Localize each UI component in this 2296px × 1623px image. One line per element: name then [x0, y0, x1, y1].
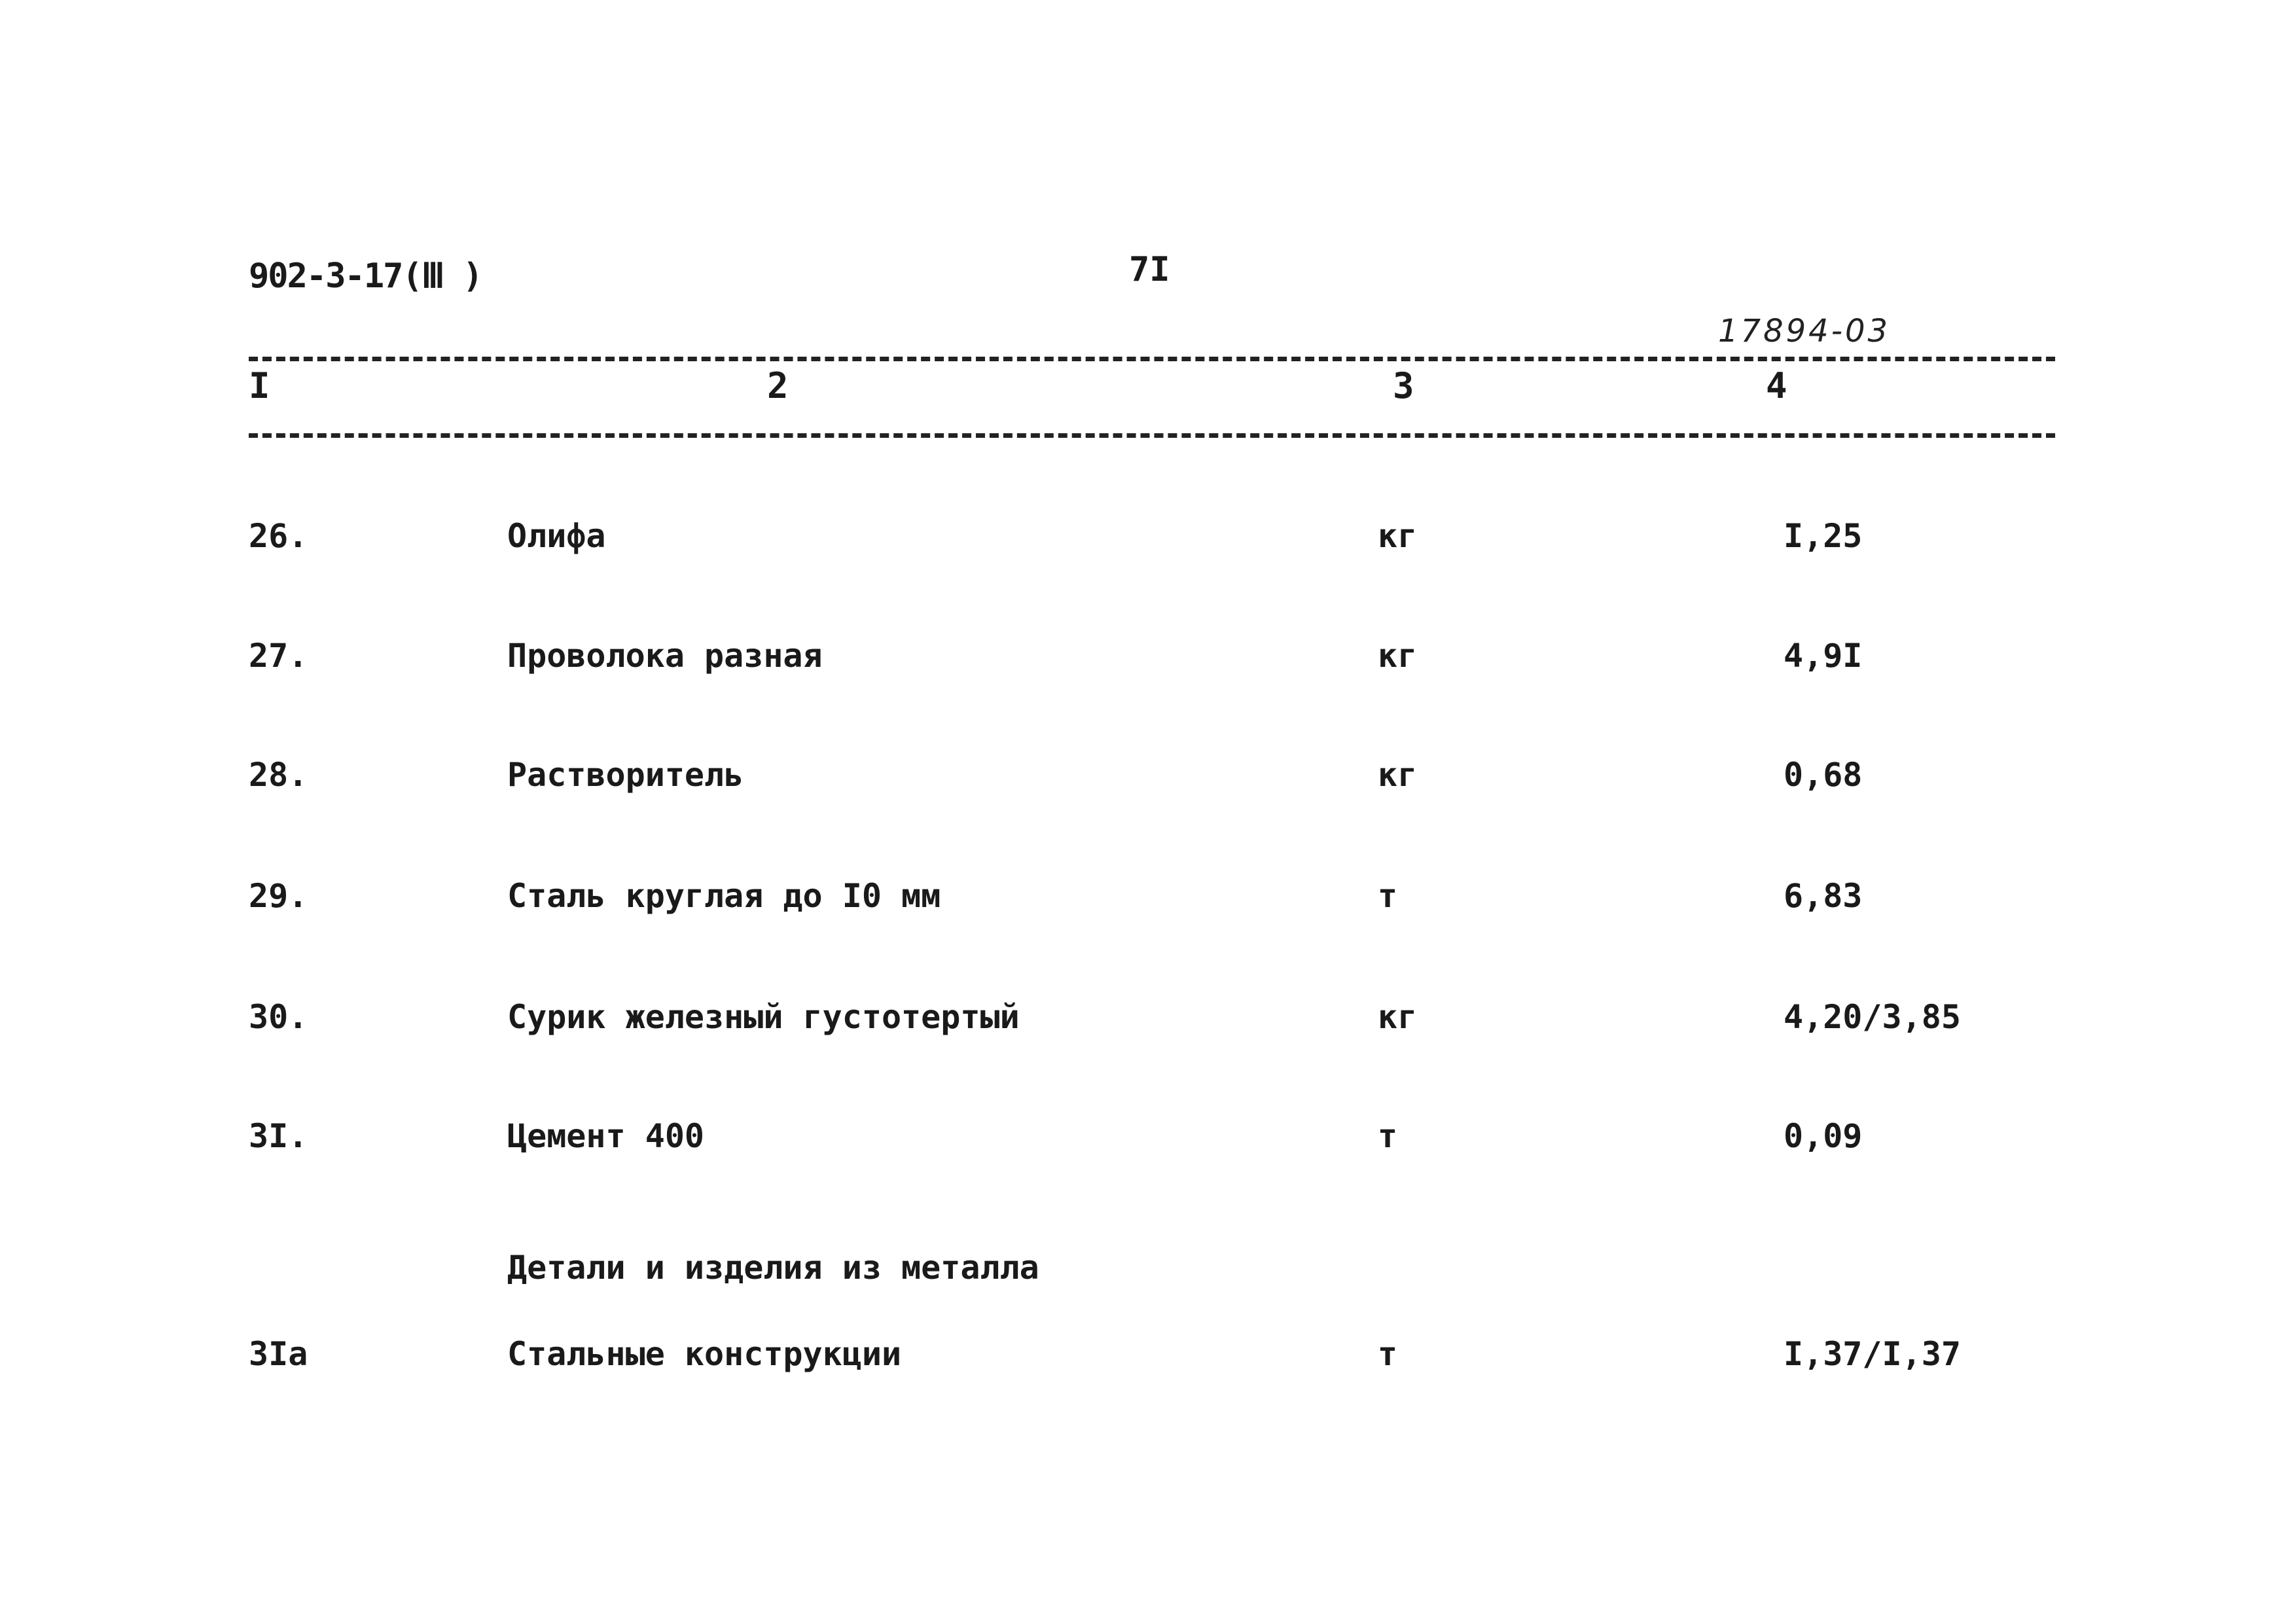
quantity: I,37/I,37	[1784, 1335, 1961, 1373]
row-number: 3Iа	[249, 1335, 308, 1373]
unit: кг	[1378, 637, 1418, 675]
section-title: Детали и изделия из металла	[507, 1249, 1039, 1287]
row-number: 3I.	[249, 1117, 308, 1155]
row-number: 27.	[249, 637, 308, 675]
quantity: 4,9I	[1784, 637, 1863, 675]
unit: т	[1378, 1335, 1398, 1373]
material-name: Сурик железный густотертый	[507, 998, 1020, 1036]
material-name: Цемент 400	[507, 1117, 705, 1155]
table-row	[0, 637, 2296, 689]
unit: кг	[1378, 998, 1418, 1036]
quantity: 0,09	[1784, 1117, 1863, 1155]
table-row	[0, 517, 2296, 569]
material-name: Стальные конструкции	[507, 1335, 902, 1373]
table-row	[0, 1335, 2296, 1387]
material-name: Проволока разная	[507, 637, 823, 675]
table-row	[0, 877, 2296, 929]
row-number: 30.	[249, 998, 308, 1036]
material-name: Олифа	[507, 517, 606, 555]
document-code: 902-3-17(Ⅲ )	[249, 257, 482, 296]
unit: кг	[1378, 756, 1418, 794]
row-number: 29.	[249, 877, 308, 915]
column-header-1: I	[249, 365, 270, 406]
unit: т	[1378, 1117, 1398, 1155]
table-header-top-rule	[249, 357, 2055, 361]
table-row	[0, 1117, 2296, 1169]
row-number: 26.	[249, 517, 308, 555]
quantity: 4,20/3,85	[1784, 998, 1961, 1036]
quantity: 0,68	[1784, 756, 1863, 794]
row-number: 28.	[249, 756, 308, 794]
material-name: Сталь круглая до I0 мм	[507, 877, 941, 915]
handwritten-stamp: 17894-03	[1718, 313, 1891, 349]
material-name: Растворитель	[507, 756, 744, 794]
unit: кг	[1378, 517, 1418, 555]
column-header-4: 4	[1766, 365, 1787, 406]
column-header-3: 3	[1393, 365, 1414, 406]
unit: т	[1378, 877, 1398, 915]
quantity: 6,83	[1784, 877, 1863, 915]
table-row	[0, 998, 2296, 1050]
column-header-2: 2	[767, 365, 789, 406]
page-number: 7I	[1129, 250, 1170, 289]
table-row	[0, 756, 2296, 808]
table-header-bottom-rule	[249, 433, 2055, 438]
quantity: I,25	[1784, 517, 1863, 555]
